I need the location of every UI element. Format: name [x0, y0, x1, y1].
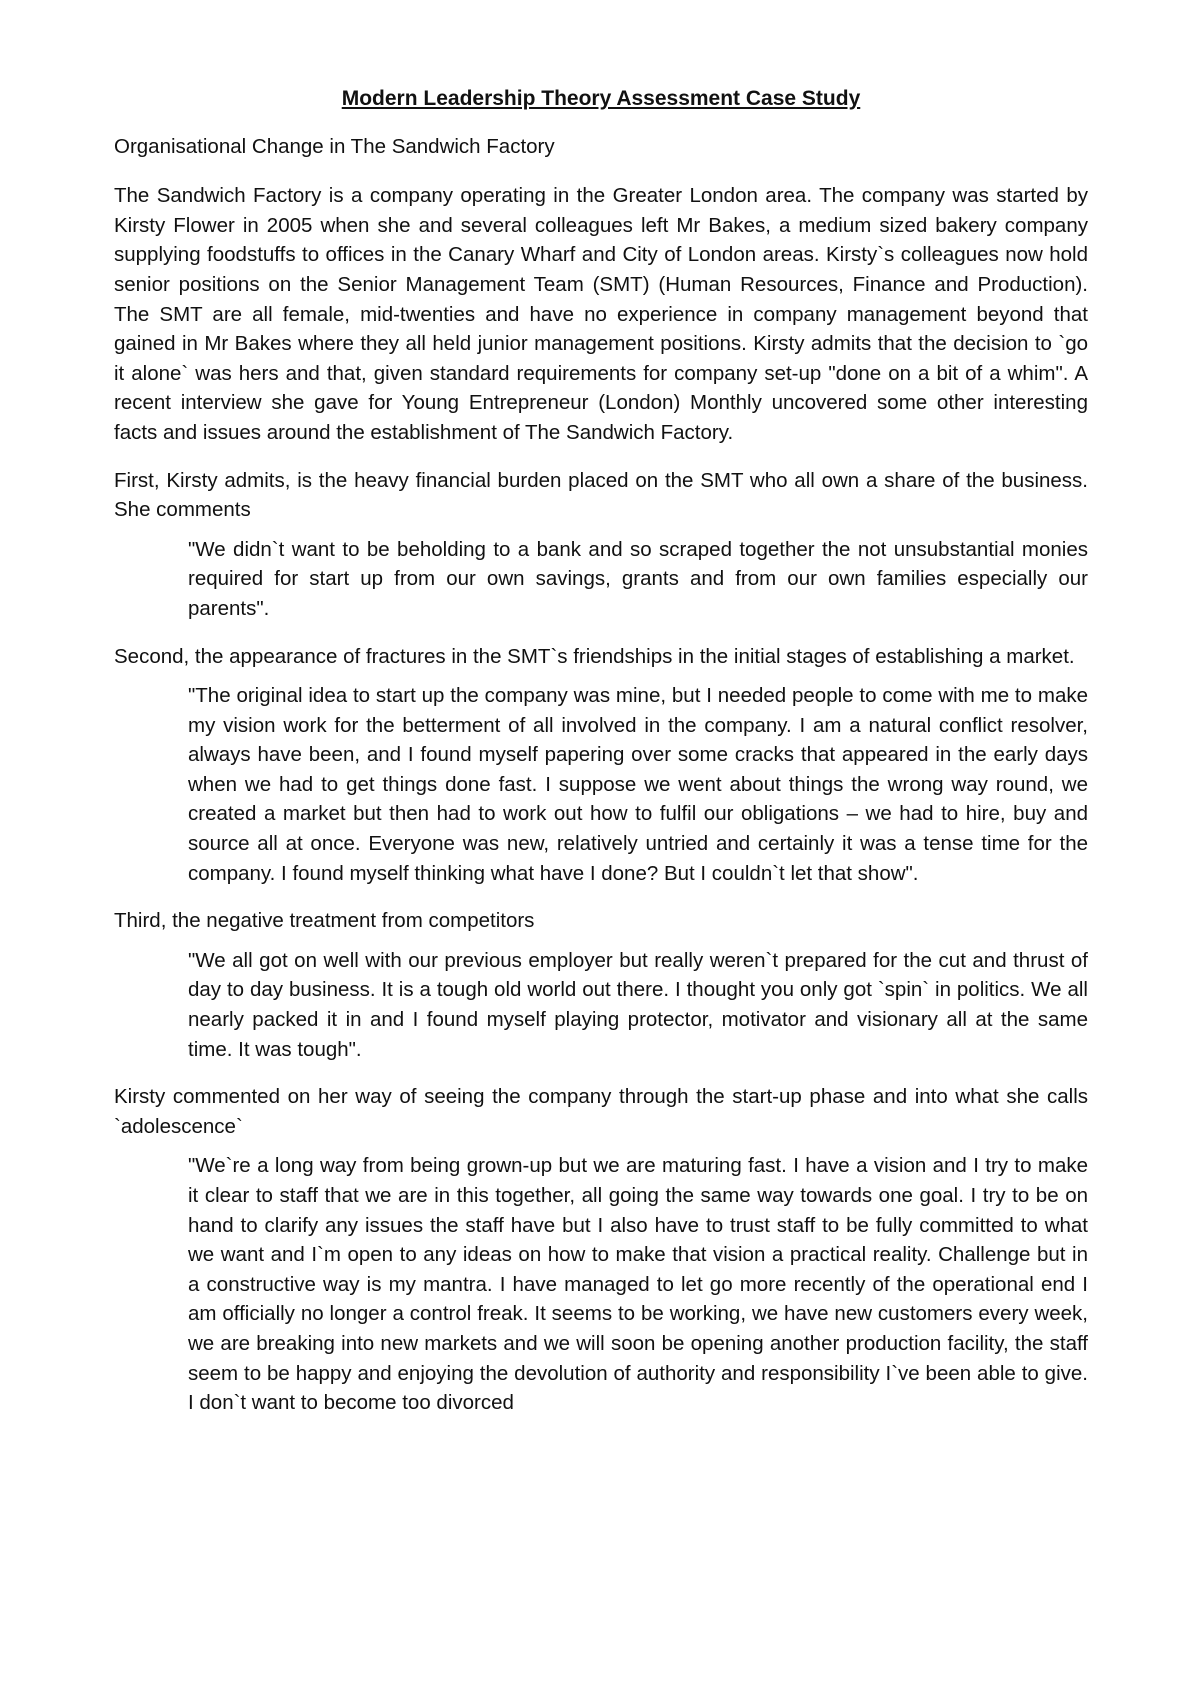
intro-paragraph: The Sandwich Factory is a company operating in the Greater London area. The company was started by Kirsty Flower in 2005 when she and several colleagues left Mr Bakes, a medium sized bakery company supplying foodstuffs to offices in the Canary Wharf and City of London areas. Kirsty`s colleagues now hold senior positions on the Senior Management Team (SMT) (Human Resources, Finance and Production). The SMT are all female, mid-twenties and have no experience in company management beyond that gained in Mr Bakes where they all held junior management positions. Kirsty admits that the decision to `go it alone` was hers and that, given standard requirements for company set-up "done on a bit of a whim". A recent interview she gave for Young Entrepreneur (London) Monthly uncovered some other interesting facts and issues around the establishment of The Sandwich Factory. [114, 184, 1088, 444]
document-title: Modern Leadership Theory Assessment Case Study [341, 87, 861, 110]
document-page [114, 84, 1088, 1436]
quote-competitors: "We all got on well with our previous employer but really weren`t prepared for the cut and thrust of day to day business. It is a tough old world out there. I thought you only got `spin` in politics. We all nearly packed it in and I found myself playing protector, motivator and visionary all at the same time. It was tough". [188, 948, 1088, 1061]
quote-financial-burden: "We didn`t want to be beholding to a bank and so scraped together the not unsubstantial monies required for start up from our own savings, grants and from our own families especially our parents". [188, 537, 1088, 620]
document-subtitle: Organisational Change in The Sandwich Factory [114, 134, 555, 158]
paragraph-first-point: First, Kirsty admits, is the heavy financial burden placed on the SMT who all own a share of the business. She comments [114, 468, 1088, 522]
quote-maturing: "We`re a long way from being grown-up but we are maturing fast. I have a vision and I try to make it clear to staff that we are in this together, all going the same way towards one goal. I try to be on hand to clarify any issues the staff have but I also have to trust staff to be fully committed to what we want and I`m open to any ideas on how to make that vision a practical reality. Challenge but in a constructive way is my mantra. I have managed to let go more recently of the operational end I am officially no longer a control freak. It seems to be working, we have new customers every week, we are breaking into new markets and we will soon be opening another production facility, the staff seem to be happy and enjoying the devolution of authority and responsibility I`ve been able to give. I don`t want to become too divorced [188, 1154, 1088, 1415]
quote-fractures: "The original idea to start up the company was mine, but I needed people to come with me to make my vision work for the betterment of all involved in the company. I am a natural conflict resolver, always have been, and I found myself papering over some cracks that appeared in the early days when we had to get things done fast. I suppose we went about things the wrong way round, we created a market but then had to work out how to fulfil our obligations – we had to hire, buy and source all at once. Everyone was new, relatively untried and certainly it was a tense time for the company. I found myself thinking what have I done? But I couldn`t let that show". [188, 684, 1088, 885]
paragraph-second-point: Second, the appearance of fractures in the SMT`s friendships in the initial stages of establishing a market. [114, 644, 1075, 668]
paragraph-adolescence: Kirsty commented on her way of seeing the company through the start-up phase and into what she calls `adolescence` [114, 1085, 1088, 1138]
paragraph-third-point: Third, the negative treatment from competitors [114, 909, 535, 933]
